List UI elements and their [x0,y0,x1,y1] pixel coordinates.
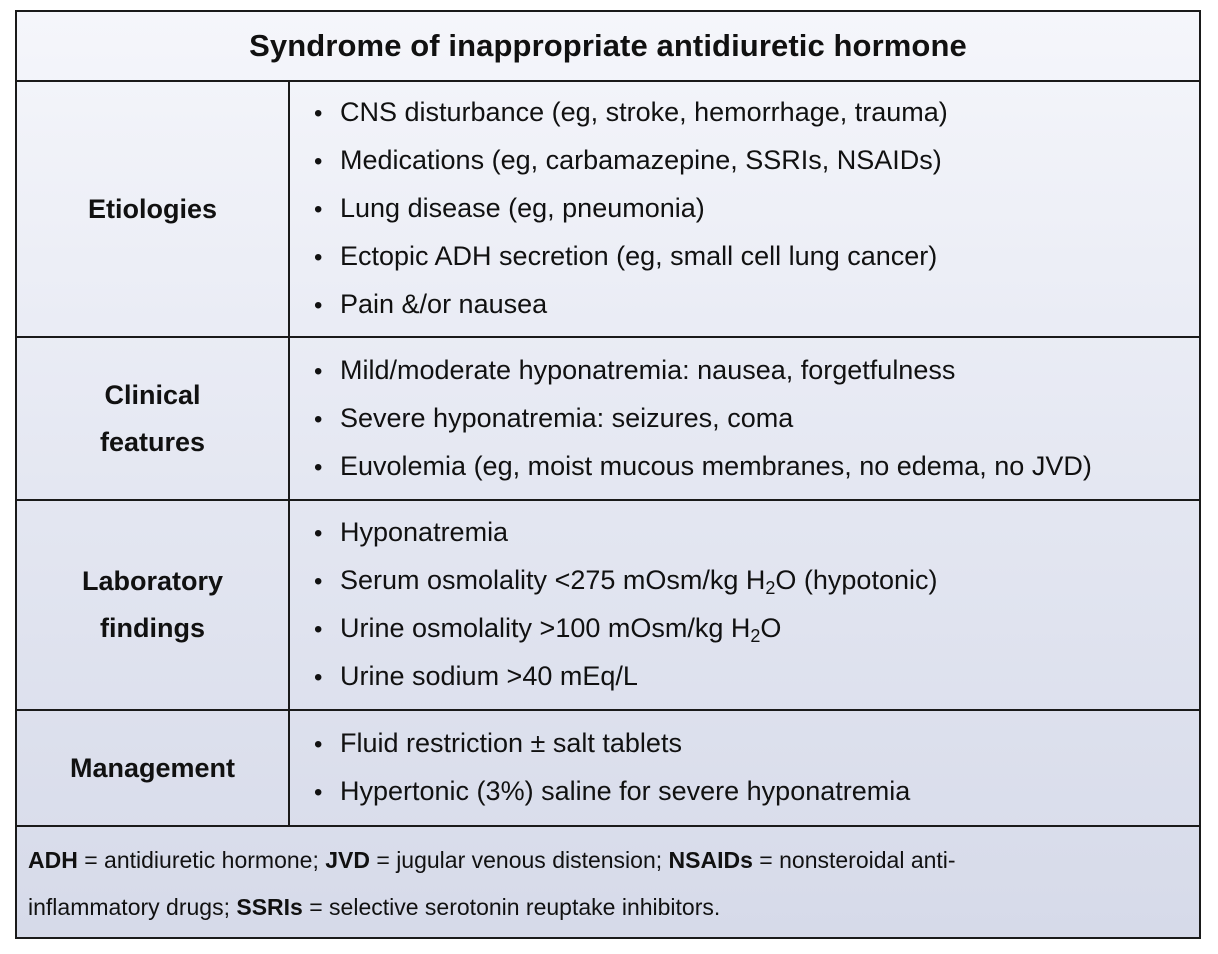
bullet-icon: • [314,148,323,175]
bullet-icon: • [314,731,323,758]
list-item: • Serum osmolality <275 mOsm/kg $H_2O$ (hypotonic) [314,557,1199,605]
row-content-etiologies [290,82,1199,336]
row-content-laboratory-findings [290,501,1199,709]
list-item: • Urine sodium >40 mEq/L [314,653,1199,701]
row-content-clinical-features [290,338,1199,499]
bullet-icon: • [314,405,323,433]
row-laboratory-findings [17,501,1199,711]
row-label-laboratory-findings [17,501,290,709]
bullet-icon: • [314,100,323,127]
bullet-icon: • [314,568,323,595]
list-item: • CNS disturbance (eg, stroke, hemorrhage, trauma) [314,89,1199,137]
list-item: • Hyponatremia [314,509,1199,557]
row-label-text: features [99,426,206,457]
row-management [17,711,1199,827]
bullet-icon: • [314,357,323,385]
list-item: • Pain &/or nausea [314,281,1199,329]
list-item: • Euvolemia (eg, moist mucous membranes, no edema, no JVD) [314,443,1199,491]
row-content-management [290,711,1199,825]
list-item: • Severe hyponatremia: seizures, coma [314,395,1199,443]
bullet-icon: • [314,616,323,643]
bullet-icon: • [314,244,323,271]
bullet-icon: • [314,779,323,806]
row-label-etiologies [17,82,290,336]
row-label-text: Etiologies [87,193,217,224]
list-item: • Fluid restriction ± salt tablets [314,720,1199,768]
row-label-text: Laboratory [81,566,224,596]
row-etiologies [17,82,1199,338]
row-clinical-features [17,338,1199,501]
row-label-text: findings [100,613,205,643]
row-label-text: Clinical [104,379,201,410]
syndrome-table [15,10,1201,939]
list-item: • Mild/moderate hyponatremia: nausea, forgetfulness [314,347,1199,395]
bullet-icon: • [314,664,323,691]
list-item: • Lung disease (eg, pneumonia) [314,185,1199,233]
list-item: • Ectopic ADH secretion (eg, small cell lung cancer) [314,233,1199,281]
row-label-management [17,711,290,825]
bullet-icon: • [314,453,323,481]
list-item: • Medications (eg, carbamazepine, SSRIs, NSAIDs) [314,137,1199,185]
list-item: • Hypertonic (3%) saline for severe hyponatremia [314,768,1199,816]
row-label-clinical-features [17,338,290,499]
bullet-icon: • [314,196,323,223]
bullet-icon: • [314,520,323,547]
abbreviations-footnote: ADH = antidiuretic hormone; JVD = jugular venous distension; NSAIDs = nonsteroidal anti- inflammatory drugs; SSRIs = selective serotonin reuptake inhibitors. [28,847,956,920]
bullet-icon: • [314,292,323,319]
row-label-text: Management [69,752,236,783]
list-item: • Urine osmolality >100 mOsm/kg $H_2O$ [314,605,1199,653]
table-title: Syndrome of inappropriate antidiuretic hormone [17,12,1199,82]
